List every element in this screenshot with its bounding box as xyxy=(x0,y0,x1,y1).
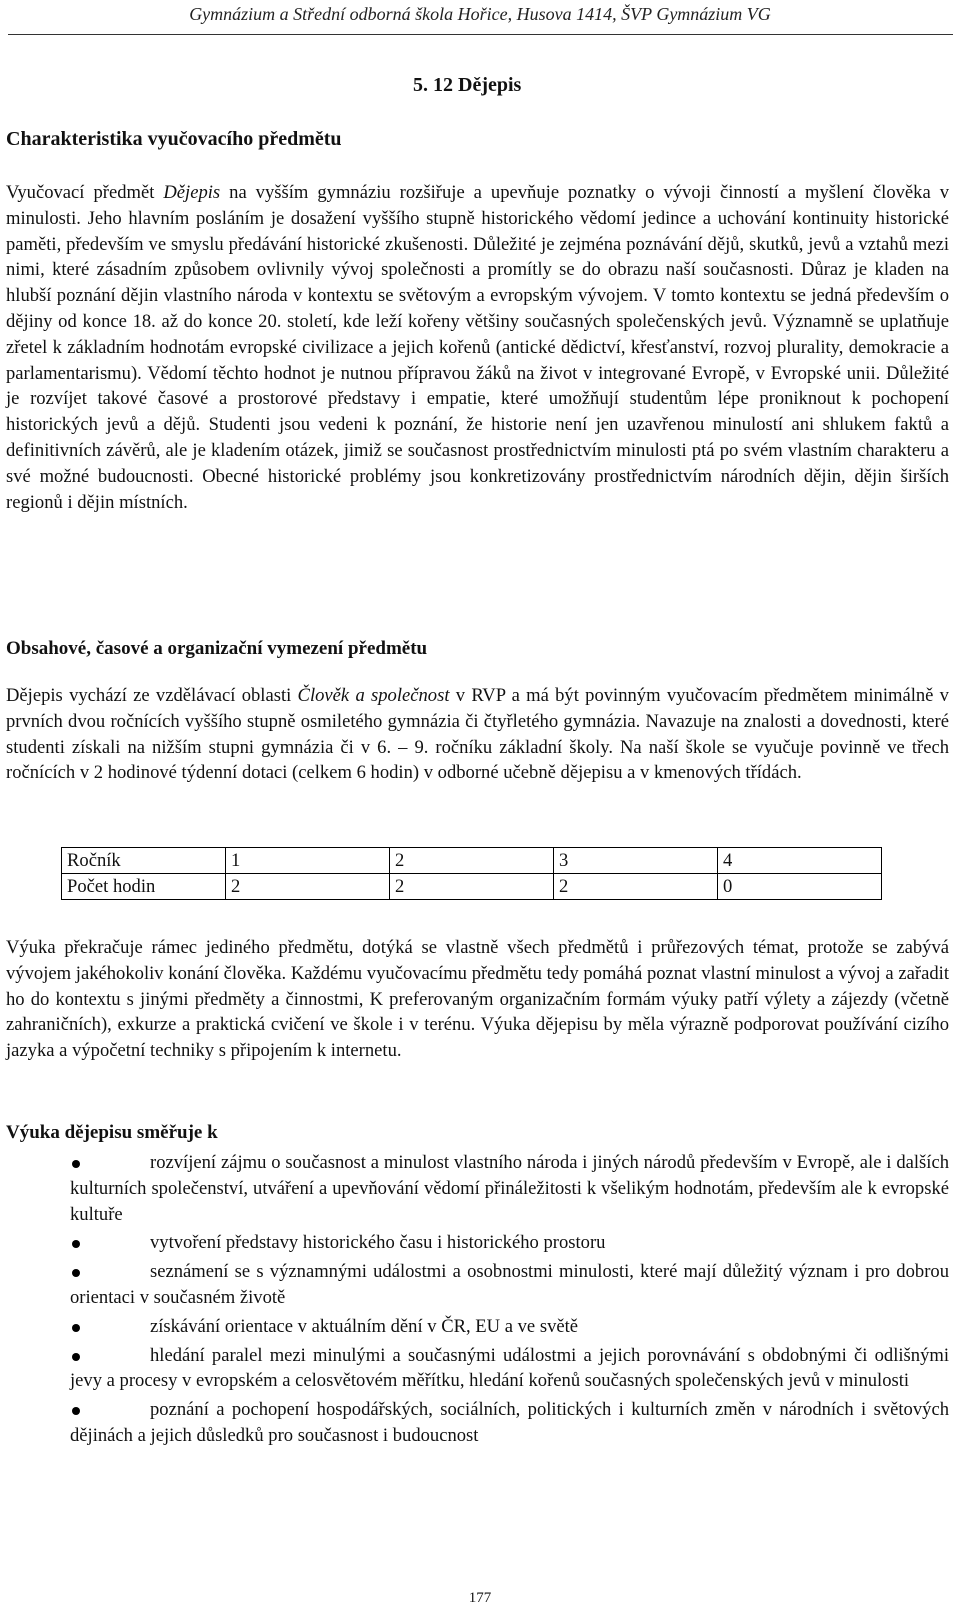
bullet-icon xyxy=(72,1324,80,1332)
table-cell: 2 xyxy=(226,874,390,900)
p1-subject-name: Dějepis xyxy=(163,182,221,203)
page-number: 177 xyxy=(468,1590,492,1606)
list-item-text: hledání paralel mezi minulými a současnými událostmi a jejich porovnávání s obdobnými či odlišnými jevy a procesy v evropském a celosvětovém měřítku, hledání kořenů současných společenských jevů v minulosti xyxy=(70,1344,949,1392)
p2-text-a: Dějepis vychází ze vzdělávací oblasti xyxy=(6,685,298,706)
list-item xyxy=(70,1314,949,1340)
table-cell: 2 xyxy=(390,848,554,874)
page-header: Gymnázium a Střední odborná škola Hořice, Husova 1414, ŠVP Gymnázium VG xyxy=(189,4,771,24)
aims-heading: Výuka dějepisu směřuje k xyxy=(6,1122,218,1143)
table-row xyxy=(62,848,882,874)
scope-paragraph xyxy=(6,683,949,786)
aims-list xyxy=(70,1150,949,1452)
p1-text-b: na vyšším gymnáziu rozšiřuje a upevňuje poznatky o vývoji činností a myšlení člověka v minulosti. Jeho hlavním posláním je dosažení vyššího stupně historického vědomí jedince a uchování kontinuity historické paměti, především ve smyslu předávání historické zkušenosti. Důležité je zejména poznávání dějů, skutků, jevů a vztahů mezi nimi, které zásadním způsobem ovlivnily vývoj společnosti a promítly se do obrazu naší současnosti. Důraz je kladen na hlubší poznání dějin vlastního národa v kontextu se světovým a evropským vývojem. V tomto kontextu se jedná především o dějiny od konce 18. až do konce 20. století, kde leží kořeny většiny současných společenských jevů. Významně se uplatňuje zřetel k základním hodnotám evropské civilizace a jejich kořenů (antické dědictví, křesťanství, rozvoj plurality, demokracie a parlamentarismu). Vědomí těchto hodnot je nutnou přípravou žáků na život v integrované Evropě, v Evropské unii. Důležité je rozvíjet takové časové a prostorové představy i empatie, které umožňují studentům lépe proniknout k pochopení historických jevů a dějů. Studenti jsou vedeni k poznání, že historie není jen uzavřenou minulostí ani shlukem faktů a definitivních závěrů, ale je kladením otázek, jimiž se současnost prostřednictvím minulosti ptá po svém vlastním charakteru a své možné budoucnosti. Obecné historické problémy jsou konkretizovány prostřednictvím národních dějin, dějin širších regionů i dějin místních. xyxy=(6,182,949,513)
list-item xyxy=(70,1397,949,1449)
hours-table xyxy=(61,847,882,900)
bullet-icon xyxy=(72,1240,80,1248)
list-item xyxy=(70,1259,949,1311)
bullet-icon xyxy=(72,1269,80,1277)
bullet-icon xyxy=(72,1160,80,1168)
characteristics-paragraph xyxy=(6,180,949,515)
list-item xyxy=(70,1230,949,1256)
bullet-icon xyxy=(72,1407,80,1415)
table-row xyxy=(62,874,882,900)
crosscurricular-paragraph: Výuka překračuje rámec jediného předmětu, dotýká se vlastně všech předmětů i průřezových témat, protože se zabývá vývojem jakéhokoliv konání člověka. Každému vyučovacímu předmětu tedy pomáhá poznat vlastní minulost a vývoj a zařadit ho do kontextu s jinými předměty a činnostmi, K preferovaným organizačním formám výuky patří výlety a zájezdy (včetně zahraničních), exkurze a praktická cvičení ve škole i v terénu. Výuka dějepisu by měla výrazně podporovat používání cizího jazyka a výpočetní techniky s připojením k internetu. xyxy=(6,937,949,1062)
p2-area-name: Člověk a společnost xyxy=(297,685,450,706)
list-item-text: seznámení se s významnými událostmi a osobnostmi minulosti, které mají důležitý význam i pro dobrou orientaci v současném životě xyxy=(70,1261,949,1308)
p2-text-b: v RVP a má být povinným vyučovacím předmětem minimálně v prvních dvou ročnících vyššího stupně osmiletého gymnázia či čtyřletého gymnázia. Navazuje na znalosti a dovednosti, které studenti získali na nižším stupni gymnázia či v 6. – 9. ročníku základní školy. Na naší škole se vyučuje povinně ve třech ročnících v 2 hodinové týdenní dotaci (celkem 6 hodin) v odborné učebně dějepisu a v kmenových třídách. xyxy=(6,685,949,784)
table-cell: 3 xyxy=(554,848,718,874)
table-cell: Ročník xyxy=(62,848,226,874)
table-cell: 4 xyxy=(718,848,882,874)
header-divider xyxy=(8,34,953,35)
table-cell: 2 xyxy=(554,874,718,900)
list-item-text: získávání orientace v aktuálním dění v ČR, EU a ve světě xyxy=(150,1315,579,1337)
list-item xyxy=(70,1343,949,1395)
list-item xyxy=(70,1150,949,1227)
list-item-text: poznání a pochopení hospodářských, sociálních, politických i kulturních změn v národních i světových dějinách a jejich důsledků pro současnost i budoucnost xyxy=(70,1399,949,1446)
section-number: 5. 12 Dějepis xyxy=(413,74,522,96)
list-item-text: vytvoření představy historického času i historického prostoru xyxy=(150,1232,606,1254)
bullet-icon xyxy=(72,1353,80,1361)
list-item-text: rozvíjení zájmu o současnost a minulost vlastního národa i jiných národů především v Evropě, ale i dalších kulturních společenství, utváření a upevňování vědomí přináležitosti k všelikým hodnotám, především ale k evropské kultuře xyxy=(70,1152,949,1225)
table-cell: 0 xyxy=(718,874,882,900)
table-cell: Počet hodin xyxy=(62,874,226,900)
table-cell: 1 xyxy=(226,848,390,874)
scope-heading: Obsahové, časové a organizační vymezení předmětu xyxy=(6,638,428,659)
table-cell: 2 xyxy=(390,874,554,900)
p1-text-a: Vyučovací předmět xyxy=(6,182,164,203)
characteristics-heading: Charakteristika vyučovacího předmětu xyxy=(6,128,342,150)
